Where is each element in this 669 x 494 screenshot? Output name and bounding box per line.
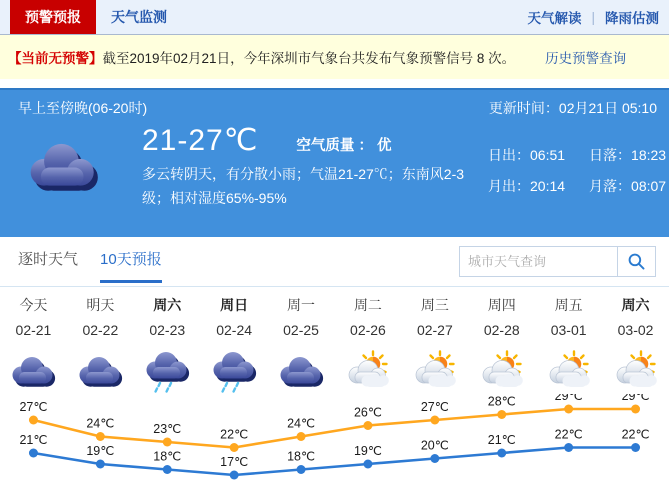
dark-cloud-icon: [22, 136, 104, 188]
dark-cloud-icon: [74, 347, 126, 395]
day-date: 02-25: [283, 322, 319, 338]
history-warning-link[interactable]: 历史预警查询: [545, 51, 627, 66]
day-date: 02-24: [216, 322, 253, 338]
temp-line: [142, 123, 391, 158]
high-temp-point: [497, 410, 506, 419]
day-name: 周五: [554, 297, 583, 313]
city-weather-search: [459, 246, 656, 277]
no-warning-badge: 【当前无预警】: [8, 51, 103, 66]
tab-ten-day-forecast[interactable]: 10天预报: [100, 237, 162, 283]
nav-divider: |: [591, 9, 595, 25]
day-date: 02-23: [149, 322, 186, 338]
link-weather-interpretation[interactable]: 天气解读: [527, 11, 582, 26]
link-rain-estimate[interactable]: 降雨估测: [605, 11, 659, 26]
high-temp-point: [297, 432, 306, 441]
temp-line-chart-svg: [0, 394, 669, 494]
high-temp-point: [29, 416, 38, 425]
low-temp-point: [631, 443, 640, 452]
high-temp-point: [430, 416, 439, 425]
forecast-day-column: [401, 294, 468, 395]
day-name: 周四: [487, 297, 516, 313]
search-icon: [627, 252, 646, 271]
high-temp-point: [363, 421, 372, 430]
weather-description: 多云转阴天，有分散小雨；气温21-27℃；东南风2-3级；相对湿度65%-95%: [142, 166, 465, 206]
forecast-day-column: [134, 294, 201, 395]
low-temp-label: 18℃: [287, 449, 316, 464]
forecast-day-column: [535, 294, 602, 395]
sun-cloud-icon: [342, 347, 394, 395]
sun-moon-item: 月落：08:07: [589, 178, 667, 194]
high-temp-point: [163, 438, 172, 447]
high-temp-label: 23℃: [153, 422, 182, 436]
dark-cloud-icon: [7, 347, 59, 395]
ten-day-forecast-grid: [0, 294, 669, 395]
low-temp-point: [363, 460, 372, 469]
search-input[interactable]: [459, 246, 617, 277]
high-temp-line: [33, 409, 635, 448]
high-temp-label: 24℃: [86, 416, 115, 431]
forecast-tab-row: [0, 237, 669, 287]
high-temp-label: 28℃: [487, 394, 516, 409]
day-name: 周三: [420, 297, 449, 313]
forecast-day-column: [335, 294, 402, 395]
forecast-day-column: [0, 294, 67, 395]
high-temp-point: [96, 432, 105, 441]
day-name: 周二: [353, 297, 382, 313]
sun-cloud-icon: [476, 347, 528, 395]
sun-moon-times: [488, 145, 666, 196]
day-date: 02-26: [350, 322, 386, 338]
alert-bar: [0, 35, 669, 79]
low-temp-label: 19℃: [86, 444, 115, 458]
low-temp-label: 22℃: [621, 427, 650, 442]
high-temp-label: 22℃: [220, 427, 249, 442]
day-name: 今天: [19, 297, 48, 313]
low-temp-label: 21℃: [19, 433, 48, 447]
sun-cloud-icon: [543, 347, 595, 395]
top-nav: [0, 0, 669, 35]
rain-cloud-icon: [208, 347, 260, 395]
high-temp-label: 26℃: [353, 405, 382, 420]
high-temp-point: [230, 443, 239, 452]
low-temp-label: 21℃: [487, 433, 516, 447]
forecast-period-label: 早上至傍晚(06-20时): [18, 100, 148, 116]
low-temp-point: [497, 449, 506, 458]
rain-cloud-icon: [141, 347, 193, 395]
search-button[interactable]: [617, 246, 656, 277]
low-temp-point: [564, 443, 573, 452]
day-name: 周日: [220, 297, 249, 313]
forecast-tabs: [18, 237, 184, 283]
sun-cloud-icon: [610, 347, 662, 395]
current-weather-panel: [0, 88, 669, 237]
low-temp-label: 20℃: [420, 438, 449, 453]
day-date: 02-28: [483, 322, 520, 338]
low-temp-label: 18℃: [153, 449, 182, 464]
low-temp-point: [297, 465, 306, 474]
day-name: 周一: [287, 297, 316, 313]
forecast-day-column: [268, 294, 335, 395]
low-temp-label: 22℃: [554, 427, 583, 442]
forecast-day-column: [602, 294, 669, 395]
sun-moon-item: 日出：06:51: [488, 147, 566, 163]
forecast-day-column: [201, 294, 268, 395]
high-temp-label: 29℃: [554, 394, 583, 403]
temperature-trend-chart: [0, 394, 669, 494]
update-time: 更新时间：02月21日 05:10: [488, 100, 657, 116]
low-temp-label: 17℃: [220, 455, 249, 469]
day-name: 周六: [621, 297, 650, 313]
low-temp-point: [96, 460, 105, 469]
tab-weather-monitor[interactable]: 天气监测: [111, 9, 167, 25]
temperature-range: 21-27℃: [142, 124, 259, 157]
day-name: 明天: [86, 297, 115, 313]
high-temp-point: [564, 405, 573, 414]
low-temp-point: [230, 471, 239, 480]
high-temp-label: 27℃: [19, 400, 48, 414]
day-date: 02-22: [82, 322, 119, 338]
forecast-day-column: [468, 294, 535, 395]
day-date: 03-01: [550, 322, 587, 338]
day-date: 02-27: [416, 322, 453, 338]
sun-moon-item: 日落：18:23: [589, 147, 667, 163]
low-temp-point: [430, 454, 439, 463]
tab-hourly-weather[interactable]: 逐时天气: [18, 251, 79, 268]
high-temp-point: [631, 405, 640, 414]
low-temp-label: 19℃: [353, 444, 382, 458]
alert-text: 截至2019年02月21日，今年深圳市气象台共发布气象预警信号 8 次。: [102, 51, 516, 66]
dark-cloud-icon: [275, 347, 327, 395]
day-name: 周六: [153, 297, 182, 313]
low-temp-line: [33, 448, 635, 476]
tab-warning-forecast[interactable]: 预警预报: [10, 0, 96, 34]
high-temp-label: 24℃: [287, 416, 316, 431]
low-temp-point: [29, 449, 38, 458]
air-quality: 空气质量 ： 优: [296, 138, 392, 154]
forecast-day-column: [67, 294, 134, 395]
nav-links: [527, 0, 659, 34]
low-temp-point: [163, 465, 172, 474]
high-temp-label: 27℃: [420, 400, 449, 414]
high-temp-label: 29℃: [621, 394, 650, 403]
day-date: 03-02: [617, 322, 654, 338]
day-date: 02-21: [15, 322, 52, 338]
sun-moon-item: 月出：20:14: [488, 178, 566, 194]
sun-cloud-icon: [409, 347, 461, 395]
